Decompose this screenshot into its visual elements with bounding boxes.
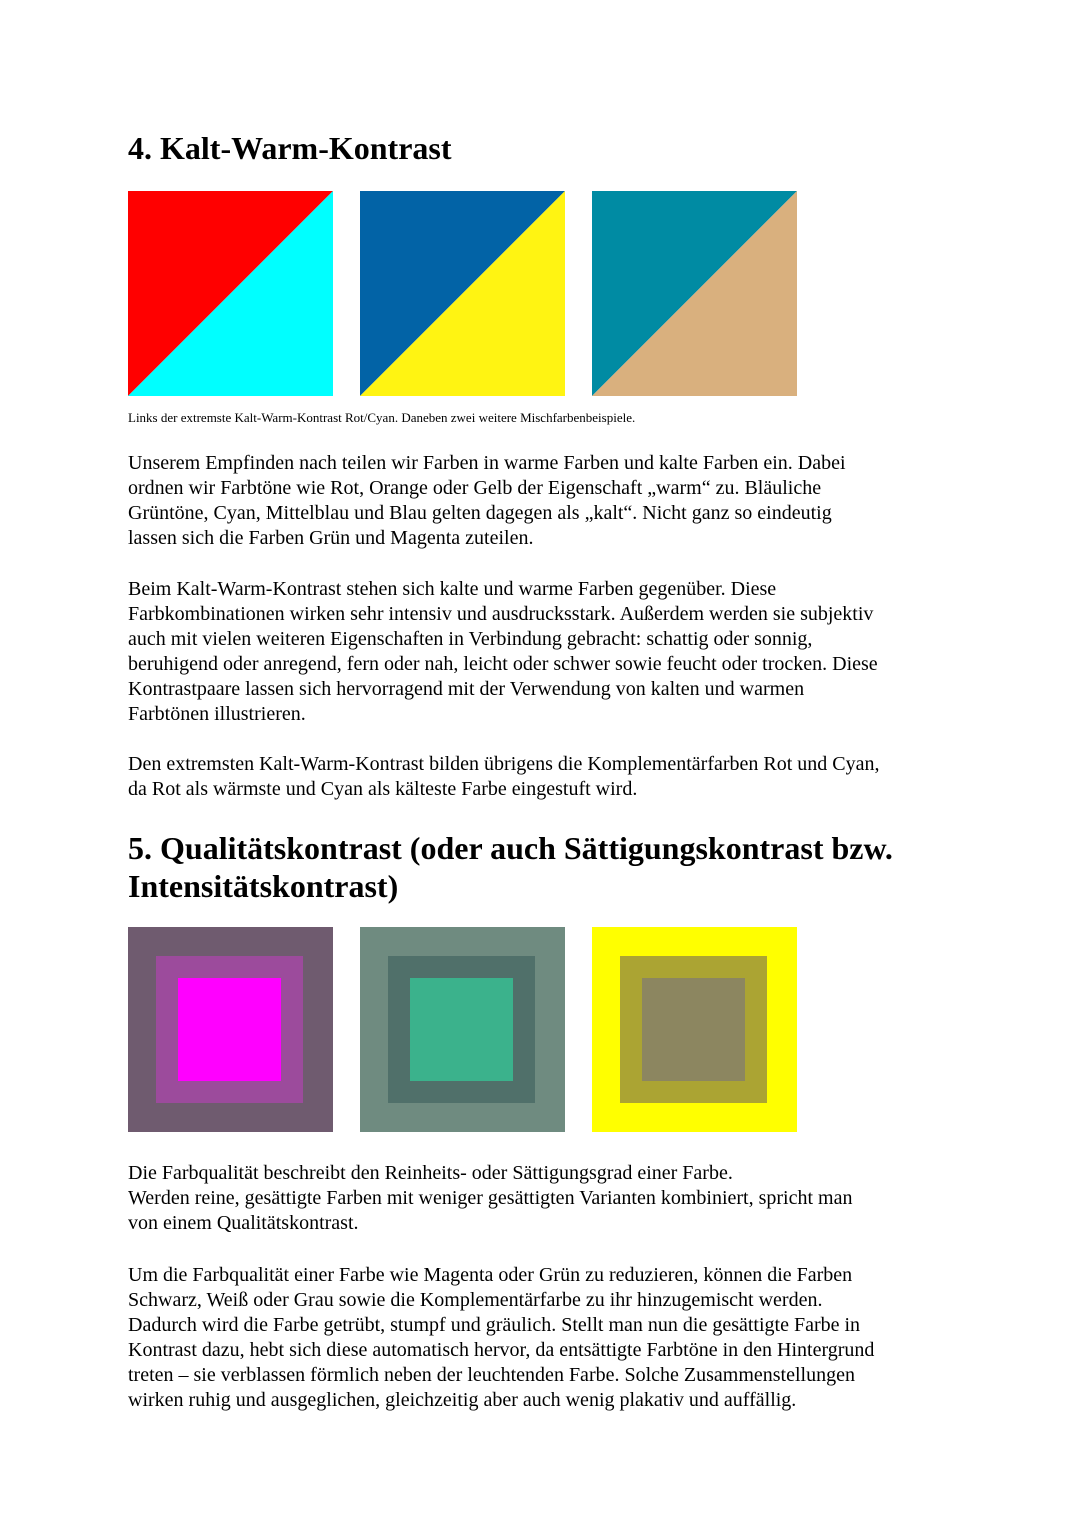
text-line: auch mit vielen weiteren Eigenschaften in Verbindung gebracht: schattig oder sonnig, [128,628,813,650]
text-line: Werden reine, gesättigte Farben mit weniger gesättigten Varianten kombiniert, spricht man [128,1187,853,1209]
swatch-red-cyan [128,191,333,396]
text-line: Den extremsten Kalt-Warm-Kontrast bilden übrigens die Komplementärfarben Rot und Cyan, [128,753,880,775]
swatch-blue-yellow [360,191,565,396]
text-line: Farbtönen illustrieren. [128,703,306,725]
quality-swatch-row [128,927,797,1132]
swatch-yellow-inner [642,978,745,1081]
heading-line: 5. Qualitätskontrast (oder auch Sättigungskontrast bzw. [128,830,893,866]
heading-line: Intensitätskontrast) [128,868,399,904]
text-line: lassen sich die Farben Grün und Magenta zuteilen. [128,527,534,549]
swatch-magenta-inner [178,978,281,1081]
paragraph-warm-cold-intro [128,451,958,551]
text-line: Grüntöne, Cyan, Mittelblau und Blau gelten dagegen als „kalt“. Nicht ganz so eindeutig [128,502,832,524]
text-line: treten – sie verblassen förmlich neben der leuchtenden Farbe. Solche Zusammenstellungen [128,1364,855,1386]
text-line: ordnen wir Farbtöne wie Rot, Orange oder Gelb der Eigenschaft „warm“ zu. Bläuliche [128,477,822,499]
paragraph-warm-cold-effect [128,577,958,727]
text-line: beruhigend oder anregend, fern oder nah, leicht oder schwer sowie feucht oder trocken. Diese [128,653,878,675]
swatch-green-inner [410,978,513,1081]
paragraph-quality-definition [128,1161,958,1236]
swatch-green [360,927,565,1132]
text-line: Um die Farbqualität einer Farbe wie Magenta oder Grün zu reduzieren, können die Farben [128,1264,853,1286]
text-line: Farbkombinationen wirken sehr intensiv und ausdrucksstark. Außerdem werden sie subjektiv [128,603,874,625]
paragraph-extreme-contrast [128,752,958,802]
text-line: von einem Qualitätskontrast. [128,1212,359,1234]
text-line: Dadurch wird die Farbe getrübt, stumpf und gräulich. Stellt man nun die gesättigte Farbe in [128,1314,861,1336]
section-4-heading: 4. Kalt-Warm-Kontrast [128,130,452,166]
warm-cold-swatch-row [128,191,797,396]
text-line: wirken ruhig und ausgeglichen, gleichzeitig aber auch wenig plakativ und auffällig. [128,1389,797,1411]
section-5-heading [128,829,958,905]
text-line: Kontrastpaare lassen sich hervorragend mit der Verwendung von kalten und warmen [128,678,805,700]
text-line: Die Farbqualität beschreibt den Reinheits- oder Sättigungsgrad einer Farbe. [128,1162,733,1184]
text-line: da Rot als wärmste und Cyan als kälteste Farbe eingestuft wird. [128,778,638,800]
paragraph-quality-reduction [128,1263,958,1413]
text-line: Schwarz, Weiß oder Grau sowie die Komplementärfarbe zu ihr hinzugemischt werden. [128,1289,823,1311]
swatch-yellow [592,927,797,1132]
swatch-teal-beige [592,191,797,396]
text-line: Unserem Empfinden nach teilen wir Farben in warme Farben und kalte Farben ein. Dabei [128,452,846,474]
swatch-magenta [128,927,333,1132]
figure-caption: Links der extremste Kalt-Warm-Kontrast Rot/Cyan. Daneben zwei weitere Mischfarbenbeispiele. [128,410,636,425]
text-line: Kontrast dazu, hebt sich diese automatisch hervor, da entsättigte Farbtöne in den Hintergrund [128,1339,875,1361]
text-line: Beim Kalt-Warm-Kontrast stehen sich kalte und warme Farben gegenüber. Diese [128,578,777,600]
